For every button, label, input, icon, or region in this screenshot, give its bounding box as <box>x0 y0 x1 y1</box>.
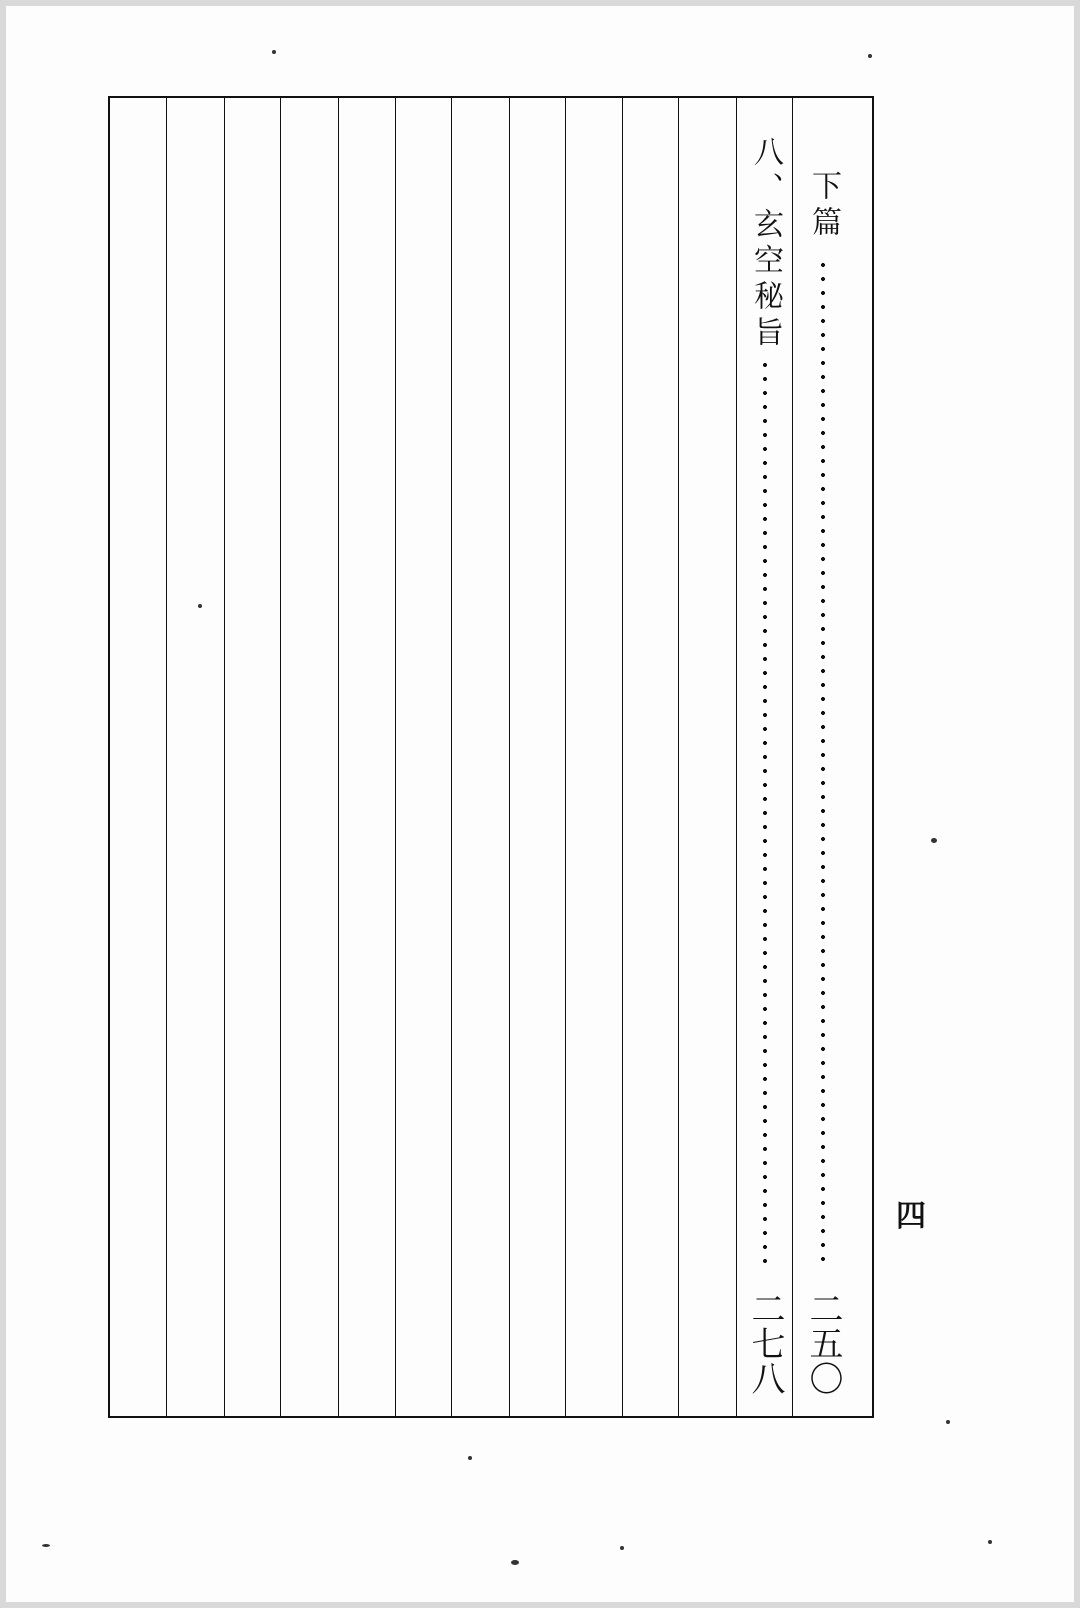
folio-page-number: 四 <box>896 1199 926 1234</box>
toc-entry <box>736 136 794 1396</box>
scan-speck <box>620 1546 624 1550</box>
scan-speck <box>42 1544 50 1547</box>
column-rule <box>622 98 623 1416</box>
scan-speck <box>511 1560 519 1565</box>
toc-entry <box>794 170 852 1396</box>
leader-dots <box>736 358 794 1266</box>
scan-speck <box>988 1540 992 1544</box>
toc-entry-page-number: 二五〇 <box>803 1291 843 1396</box>
scan-speck <box>198 604 202 608</box>
scan-speck <box>931 838 937 843</box>
column-rule <box>451 98 452 1416</box>
scan-speck <box>468 1456 472 1460</box>
scan-speck <box>868 54 872 58</box>
leader-dots <box>794 258 852 1266</box>
toc-entry-page-number: 二七八 <box>745 1291 785 1396</box>
toc-entry-title: 下篇 <box>806 170 841 242</box>
toc-entry-title: 八、玄空秘旨 <box>748 136 783 352</box>
column-rule <box>280 98 281 1416</box>
column-rule <box>509 98 510 1416</box>
column-rule <box>224 98 225 1416</box>
scanned-page <box>6 6 1074 1602</box>
column-rule <box>338 98 339 1416</box>
table-of-contents-frame <box>108 96 874 1418</box>
scan-speck <box>946 1420 950 1424</box>
column-rule <box>166 98 167 1416</box>
column-rule <box>678 98 679 1416</box>
scan-speck <box>272 50 276 54</box>
column-rule <box>395 98 396 1416</box>
column-rule <box>565 98 566 1416</box>
